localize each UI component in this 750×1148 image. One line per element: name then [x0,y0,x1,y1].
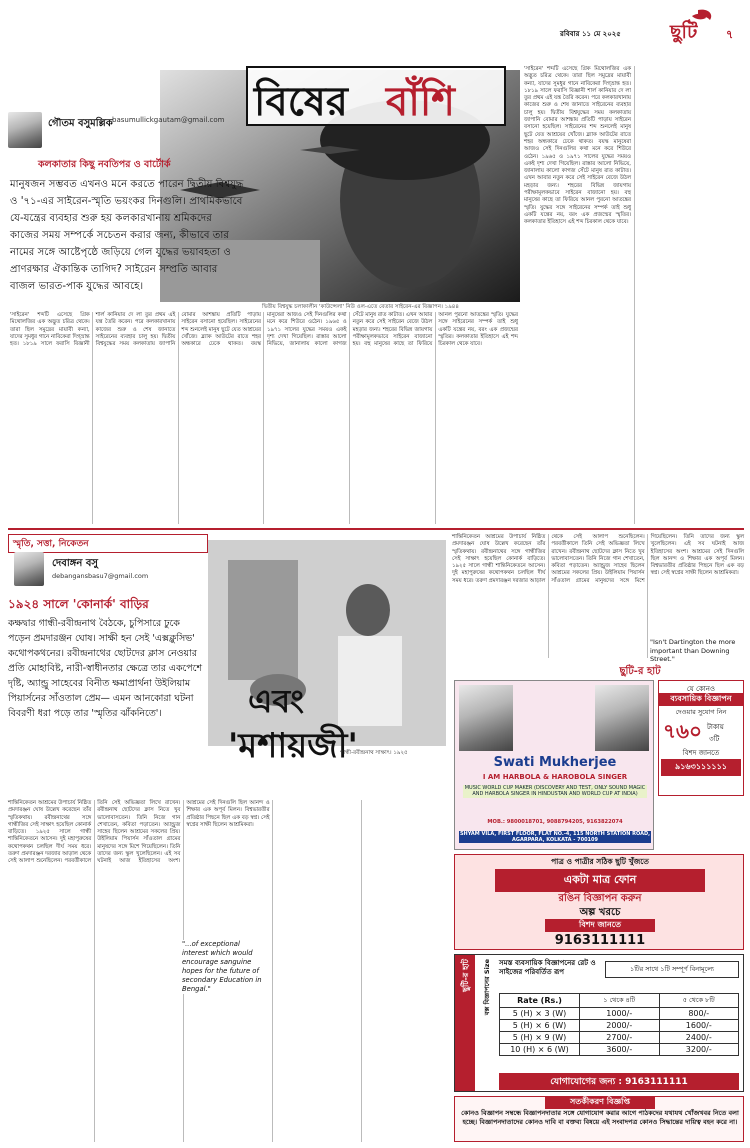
table-row [500,1032,739,1044]
table-row [500,1020,739,1032]
contact-bar[interactable]: যোগাযোগের জন্য : 9163111111 [499,1073,739,1090]
rate-free-note: ১টির সাথে ১টি সম্পূর্ণ বিনামূল্যে [605,961,739,978]
rate-col-size: Rate (Rs.) [500,994,580,1008]
rate-size: 5 (H) × 9 (W) [500,1032,580,1044]
author-2-email[interactable]: debangansbasu7@gmail.com [52,572,149,580]
promo-line-2: ব্যবসায়িক বিজ্ঞাপন [659,693,743,706]
brand-name: ছুটি [670,21,698,43]
patro-more: বিশদ জানতে [545,919,655,932]
swati-name: Swati Mukherjee [493,755,617,770]
promo-count: ৩টি [709,735,720,743]
article-2-body-text: শান্তিনিকেতন আশ্রমের উপাচার্য নিষ্ঠিত প্রমদারঞ্জন ঘোষ উল্লেখ করেছেন তাঁর স্মৃতিকথায়। রবীন্দ্রনাথের সঙ্গে গান্ধীজির সেই সাক্ষাৎ হয়েছিল কোনার্ক বাড়িতে। ১৯২৫ সালে গান্ধী শান্তিনিকেতনে আসেন। দুই মহাপুরুষের কথোপকথন চলছিল দীর্ঘ সময় ধরে। তরুণ প্রমদারঞ্জন দরজার আড়াল থেকে সেই আলাপ শুনেছিলেন। পরবর্তীকালে তিনি সেই অভিজ্ঞতা লিখে রাখেন। রবীন্দ্রনাথ ছোটদের ক্লাস নিতে খুব ভালোবাসতেন। তিনি নিজে গান শেখাতেন, কবিতা পড়াতেন। অ্যান্ড্রুজ সাহেব ছিলেন আশ্রমের সকলের প্রিয়। উইলিয়াম পিয়ার্সন সাঁওতাল গ্রামের মানুষদের সঙ্গে মিশে গিয়েছিলেন। তিনি তাদের জন্য স্কুল খুলেছিলেন। এই সব ঘটনাই আজ ইতিহাসের অংশ। আশ্রমের সেই দিনগুলি ছিল আনন্দ ও শিক্ষার এক অপূর্ব মিলন। বিশ্বভারতীর প্রতিষ্ঠার পিছনে ছিল এক বড় স্বপ্ন। সেই স্বপ্নের সাক্ষী ছিলেন আশ্রমিকরা। [8,800,270,865]
article-2-side-text: শান্তিনিকেতন আশ্রমের উপাচার্য নিষ্ঠিত প্রমদারঞ্জন ঘোষ উল্লেখ করেছেন তাঁর স্মৃতিকথায়। রবীন্দ্রনাথের সঙ্গে গান্ধীজির সেই সাক্ষাৎ হয়েছিল কোনার্ক বাড়িতে। ১৯২৫ সালে গান্ধী শান্তিনিকেতনে আসেন। দুই মহাপুরুষের কথোপকথন চলছিল দীর্ঘ সময় ধরে। তরুণ প্রমদারঞ্জন দরজার আড়াল থেকে সেই আলাপ শুনেছিলেন। পরবর্তীকালে তিনি সেই অভিজ্ঞতা লিখে রাখেন। রবীন্দ্রনাথ ছোটদের ক্লাস নিতে খুব ভালোবাসতেন। তিনি নিজে গান শেখাতেন, কবিতা পড়াতেন। অ্যান্ড্রুজ সাহেব ছিলেন আশ্রমের সকলের প্রিয়। উইলিয়াম পিয়ার্সন সাঁওতাল গ্রামের মানুষদের সঙ্গে মিশে গিয়েছিলেন। তিনি তাদের জন্য স্কুল খুলেছিলেন। এই সব ঘটনাই আজ ইতিহাসের অংশ। আশ্রমের সেই দিনগুলি ছিল আনন্দ ও শিক্ষার এক অপূর্ব মিলন। বিশ্বভারতীর প্রতিষ্ঠার পিছনে ছিল এক বড় স্বপ্ন। সেই স্বপ্নের সাক্ষী ছিলেন আশ্রমিকরা। [452,534,744,584]
author-block-1 [8,112,244,152]
swati-sub: I AM HARBOLA & HAROBOLA SINGER [482,773,628,781]
section-divider [8,528,744,530]
swati-address: SHYAM VILA, FIRST FLOOR, FLAT NO.-4, 115 NORTH STATION ROAD, AGARPARA, KOLKATA - 700109 [459,831,651,843]
article-2-caption: গান্ধী-রবীন্দ্রনাথ সাক্ষাৎ। ১৯২৫ [340,750,408,756]
title-2b: 'মশায়জী' [228,726,358,766]
author-1-avatar [8,112,42,148]
section-label-2: স্মৃতি, সত্তা, নিকেতন [8,534,208,553]
patro-cost: অল্প খরচে [579,907,621,918]
author-1-name: গৌতম বসুমল্লিক [48,118,113,129]
patro-ad[interactable] [454,854,744,950]
patro-head: পাত্র ও পাত্রীর সঠিক ছুটি খুঁজতে [551,857,649,866]
rate-vertical-text-2: বক্স বিজ্ঞাপনের Size [483,959,491,1016]
author-block-2 [8,550,204,590]
rate-card [454,954,744,1092]
promo-line-3: দেওয়ার সুযোগ নিন [675,708,727,716]
promo-phone[interactable]: ৯১৬৩১১১১১১ [661,759,741,776]
notice-box [454,1096,744,1142]
article-2-lede: কক্ষদ্বার গান্ধী-রবীন্দ্রনাথ বৈঠকে, চুপিসারে ঢুকে পড়েন প্রমদারঞ্জন ঘোষ। সাক্ষী হন সেই 'এক্সক্লুসিভ' কথোপকথনের। রবীন্দ্রনাথের ছোটদের ক্লাস নেওয়ার প্রতি মোহাবিষ্ট, নারী-স্বাধীনতার ক্ষেত্রে তার একপেশে দৃষ্টি, অ্যান্ড্রু সাহেবের বিনীত ক্ষমাপ্রার্থনা উইলিয়াম পিয়ার্সনের সাঁওতাল প্রেম— এমন আনকোরা ঘটনা বিবরণী ধরা পড়ে তার 'স্মৃতির ঝাঁকনিতে'। [8,618,202,719]
article-1-lede: মানুষজন সম্ভবত এখনও মনে করতে পারেন দ্বিতীয় বিশ্বযুদ্ধ ও '৭১-এর সাইরেন-স্মৃতি ভয়ংকর দিনগুলি। প্রাথমিকভাবে যে-যন্ত্রের ব্যবহার শুরু হয় কলকারখানায় শ্রমিকদের কাজের সময় সম্পর্কে সচেতন করার জন্য, কীভাবে তার নামের সঙ্গে আষ্টেপৃষ্ঠে জড়িয়ে গেল যুদ্ধের ভয়াবহতা ও প্রাণরক্ষার ঐকান্তিক তাগিদ? সাইরেন সম্প্রতি আবার বাজল ভারত-পাক যুদ্ধের আবহে। [10,179,244,292]
swati-photo-2 [595,685,649,751]
author-2-avatar [14,552,44,586]
article-2-headline: ১৯২৪ সালে 'কোনার্ক' বাড়ির [8,597,149,611]
rate-vertical-label [455,955,475,1091]
rate-size: 5 (H) × 6 (W) [500,1020,580,1032]
rate-table [499,993,739,1056]
patro-phone[interactable]: 9163111111 [554,933,646,948]
brand-logo [668,8,716,42]
rate-b: 1600/- [659,1020,739,1032]
article-2-title [208,676,408,796]
rate-size: 5 (H) × 3 (W) [500,1008,580,1020]
rate-col-range-a: ১ থেকে ৪টি [580,994,660,1008]
promo-line-1: যে কোনও [686,685,716,693]
article-2-quote: "...of exceptional interest which would encourage sanguine hopes for the future of secondary Education in Bengal." [182,940,266,994]
rate-head: সমস্ত ব্যবসায়িক বিজ্ঞাপনের রেট ও সাইজের পরিবর্তিত রূপ [499,959,596,976]
article-1-caption: দ্বিতীয় বিশ্বযুদ্ধ চলাকালীন 'কাউন্সেলা' নিউ ওল-এতে বেতার সাইরেন-এর বিজ্ঞাপন। ১৯৪৪ [262,304,459,310]
rate-vertical-text: ছুটি-র হাট [461,959,470,992]
rate-a: 1000/- [580,1008,660,1020]
article-1-title [246,66,506,126]
author-2-name: দেবাঙ্গন বসু [52,558,99,569]
rate-a: 2000/- [580,1020,660,1032]
rate-vertical-label-2 [477,955,495,1091]
rate-b: 3200/- [659,1044,739,1056]
column-name-1: কলকাতার কিছু নবতিপর ও বার্টোর্ক [38,159,171,170]
article-2-quote2: "Isn't Dartington the more important than Downing Street." [650,638,736,663]
swati-mob: MOB.: 9800018701, 9088794205, 9163822074 [487,819,623,825]
patro-one: একটা মাত্র ফোন [495,869,705,892]
page-number: ৭ [726,28,734,41]
promo-ad[interactable] [658,680,744,796]
title-word-2: বাঁশি [386,78,455,125]
promo-price: ৭৬০ [663,719,703,743]
rate-table-header [500,994,739,1008]
rate-a: 2700/- [580,1032,660,1044]
article-1-body [10,312,518,524]
rate-b: 800/- [659,1008,739,1020]
article-1-body-text: 'সাইরেন' শব্দটি এসেছে গ্রিক মিথোলজির এক অদ্ভুত চরিত্র থেকে। তারা ছিল সমুদ্রের মায়াবী কন্যা, যাদের সুমধুর গানে নাবিকেরা দিগ্ভ্রান্ত হত। ১৮১৯ সালে ফরাসি বিজ্ঞানী শার্ল কানিয়ার দে লা তুর প্রথম এই যন্ত্র তৈরি করেন। পরে কলকারখানায় কাজের শুরু ও শেষ জানাতে সাইরেনের ব্যবহার চালু হয়। দ্বিতীয় বিশ্বযুদ্ধের সময় কলকাতায় জাপানি বোমার আশঙ্কায় প্রতিটি পাড়ায় সাইরেন বসানো হয়েছিল। সাইরেনের শব্দ শুনলেই মানুষ ছুটে যেত আশ্রয়ের খোঁজে। ব্ল্যাক আউটের রাতে শহর অন্ধকারে ঢেকে থাকত। বয়স্ক মানুষেরা আজও সেই দিনগুলির কথা মনে করে শিউরে ওঠেন। ১৯৬৫ ও ১৯৭১ সালের যুদ্ধের সময়ও একই দৃশ্য দেখা গিয়েছিল। রাস্তার আলো নিভিয়ে, জানালায় কালো কাগজ সেঁটে মানুষ রাত কাটাত। এখন আবার নতুন করে সেই সাইরেন বেজে উঠল মহড়ার জন্য। শহরের বিভিন্ন জায়গায় পরীক্ষামূলকভাবে সাইরেন বাজানো হয়। বহু মানুষের কাছে তা ফিরিয়ে আনল পুরনো আতঙ্কের স্মৃতি। যুদ্ধের সঙ্গে সাইরেনের সম্পর্ক তাই শুধু একটি যন্ত্রের নয়, বরং এক প্রজন্মের স্মৃতির। কলকাতার ইতিহাসে এই শব্দ চিরকাল থেকে যাবে। [10,312,518,348]
table-row [500,1008,739,1020]
article-1-side-col [524,66,744,524]
haat-title: ছুটি-র হাট [619,666,661,677]
patro-color: রঙিন বিজ্ঞাপন করুন [558,893,642,904]
title-word-1: বিষের [254,78,348,125]
masthead-date: রবিবার ১১ মে ২০২৫ [560,30,621,38]
swati-desc: MUSIC WORLD CUP MAKER (DISCOVERY AND TEST, ONLY SOUND MAGIC AND HARBOLA SINGER IN HINDUSTAN AND WORLD CUP AT INDIA) [464,785,646,798]
promo-unit: টাকায় [707,723,724,731]
swati-ad[interactable] [454,680,654,850]
rate-size: 10 (H) × 6 (W) [500,1044,580,1056]
title-2a: এবং [248,682,304,720]
promo-more: বিশদ জানতে [682,749,720,757]
notice-title: সতর্কীকরণ বিজ্ঞপ্তি [545,1096,655,1109]
masthead [560,8,744,42]
rate-col-range-b: ৫ থেকে ৮টি [659,994,739,1008]
rate-b: 2400/- [659,1032,739,1044]
table-row [500,1044,739,1056]
author-1-email[interactable]: basumullickgautam@gmail.com [112,116,225,124]
rate-a: 3600/- [580,1044,660,1056]
swati-photo [459,685,513,751]
article-1-side-text: 'সাইরেন' শব্দটি এসেছে গ্রিক মিথোলজির এক অদ্ভুত চরিত্র থেকে। তারা ছিল সমুদ্রের মায়াবী কন্যা, যাদের সুমধুর গানে নাবিকেরা দিগ্ভ্রান্ত হত। ১৮১৯ সালে ফরাসি বিজ্ঞানী শার্ল কানিয়ার দে লা তুর প্রথম এই যন্ত্র তৈরি করেন। পরে কলকারখানায় কাজের শুরু ও শেষ জানাতে সাইরেনের ব্যবহার চালু হয়। দ্বিতীয় বিশ্বযুদ্ধের সময় কলকাতায় জাপানি বোমার আশঙ্কায় প্রতিটি পাড়ায় সাইরেন বসানো হয়েছিল। সাইরেনের শব্দ শুনলেই মানুষ ছুটে যেত আশ্রয়ের খোঁজে। ব্ল্যাক আউটের রাতে শহর অন্ধকারে ঢেকে থাকত। বয়স্ক মানুষেরা আজও সেই দিনগুলির কথা মনে করে শিউরে ওঠেন। ১৯৬৫ ও ১৯৭১ সালের যুদ্ধের সময়ও একই দৃশ্য দেখা গিয়েছিল। রাস্তার আলো নিভিয়ে, জানালায় কালো কাগজ সেঁটে মানুষ রাত কাটাত। এখন আবার নতুন করে সেই সাইরেন বেজে উঠল মহড়ার জন্য। শহরের বিভিন্ন জায়গায় পরীক্ষামূলকভাবে সাইরেন বাজানো হয়। বহু মানুষের কাছে তা ফিরিয়ে আনল পুরনো আতঙ্কের স্মৃতি। যুদ্ধের সঙ্গে সাইরেনের সম্পর্ক তাই শুধু একটি যন্ত্রের নয়, বরং এক প্রজন্মের স্মৃতির। কলকাতার ইতিহাসে এই শব্দ চিরকাল থেকে যাবে। [524,66,631,226]
notice-body: কোনও বিজ্ঞাপন সম্বন্ধে বিজ্ঞাপনদাতার সঙ্গে যোগাযোগ করার আগে পাঠকদের যথাযথ খোঁজখবর নিতে বলা হচ্ছে। বিজ্ঞাপনদাতাদের কোনও দাবি বা বক্তব্য বিষয়ে এই সংবাদপত্র কোনও সিদ্ধান্তের দায়িত্ব বহন করে না। [461,1109,739,1126]
